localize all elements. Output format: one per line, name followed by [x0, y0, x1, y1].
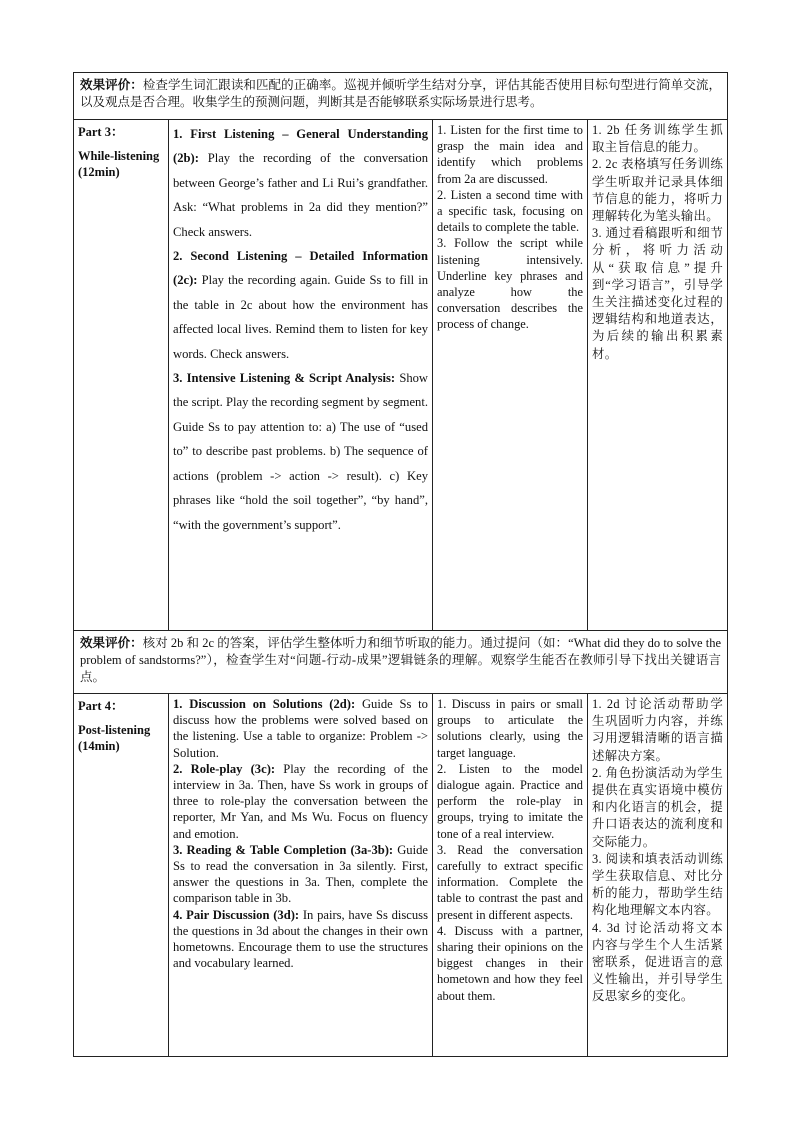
student-step: 2. Listen a second time with a specific task, focusing on details to complete the table. — [437, 187, 583, 235]
design-purpose-cell — [588, 694, 728, 1057]
evaluation-row-2 — [74, 631, 728, 694]
part4-row — [74, 694, 728, 1057]
student-step: 2. Listen to the model dialogue again. Practice and perform the role-play in groups, trying to imitate the tone of a real interview. — [437, 761, 583, 841]
design-purpose-cell — [588, 120, 728, 631]
teacher-step: 3. Reading & Table Completion (3a-3b): Guide Ss to read the conversation in 3a silently. First, answer the questions in 3a. Then, complete the comparison table in 3b. — [173, 842, 428, 906]
teacher-step: 2. Second Listening – Detailed Information (2c): Play the recording again. Guide Ss to fill in the table in 2c about how the environment has affected local lives. Remind them to listen for key words. Check answers. — [173, 249, 428, 361]
student-step: 4. Discuss with a partner, sharing their opinions on the biggest changes in their hometown and how they feel about them. — [437, 923, 583, 1003]
teacher-step: 4. Pair Discussion (3d): In pairs, have Ss discuss the questions in 3d about the changes in their own hometowns. Encourage them to use the structures and vocabulary learned. — [173, 907, 428, 971]
stage-label: Post-listening (14min) — [78, 723, 151, 753]
evaluation-label: 效果评价： — [80, 636, 143, 650]
part-label-cell — [74, 120, 169, 631]
student-activities-cell — [433, 694, 588, 1057]
purpose-step: 2. 角色扮演活动为学生提供在真实语境中模仿和内化语言的机会，提升口语表达的流利度和交际能力。 — [592, 765, 724, 849]
evaluation-cell — [74, 73, 728, 120]
evaluation-text: 检查学生词汇跟读和匹配的正确率。巡视并倾听学生结对分享，评估其能否使用目标句型进行简单交流，以及观点是否合理。收集学生的预测问题，判断其是否能够联系实际场景进行思考。 — [80, 78, 722, 109]
part-heading: Part 3： — [78, 125, 124, 139]
student-activities-cell — [433, 120, 588, 631]
student-step: 3. Follow the script while listening intensively. Underline key phrases and analyze how the conversation describes the process of change. — [437, 236, 583, 332]
student-step: 1. Discuss in pairs or small groups to articulate the solutions clearly, using the target language. — [437, 697, 583, 760]
teacher-step: 1. Discussion on Solutions (2d): Guide Ss to discuss how the problems were solved based on the listening. Use a table to organize: Problem -> Solution. — [173, 697, 428, 760]
purpose-step: 1. 2d 讨论活动帮助学生巩固听力内容，并练习用逻辑清晰的语言描述解决方案。 — [592, 697, 724, 763]
teacher-step: 3. Intensive Listening & Script Analysis: Show the script. Play the recording segment by segment. Guide Ss to pay attention to: a) The use of “used to” to describe past problems. b) The sequence of actions (problem -> action -> result). c) Key phrases like “hold the soil together”, “by hand”, “with the government’s support”. — [173, 371, 429, 532]
teacher-activities-cell — [169, 120, 433, 631]
evaluation-row-1 — [74, 73, 728, 120]
evaluation-cell — [74, 631, 728, 694]
teacher-step: 1. First Listening – General Understanding (2b): Play the recording of the conversation between George’s father and Li Rui’s grandfather. Ask: “What problems in 2a did they mention?” Check answers. — [173, 127, 428, 239]
evaluation-text: 核对 2b 和 2c 的答案，评估学生整体听力和细节听取的能力。通过提问（如：“What did they do to solve the problem of sandstorms?”），检查学生对“问题-行动-成果”逻辑链条的理解。观察学生能否在教师引导下找出关键语言点。 — [80, 636, 722, 684]
stage-label: While-listening (12min) — [78, 149, 160, 179]
purpose-step: 1. 2b 任务训练学生抓取主旨信息的能力。 — [592, 123, 724, 155]
lesson-plan-page — [73, 72, 727, 1057]
teacher-activities-cell — [169, 694, 433, 1057]
lesson-plan-table — [73, 72, 728, 1057]
part-heading: Part 4： — [78, 699, 124, 713]
student-step: 1. Listen for the first time to grasp the main idea and identify which problems from 2a are discussed. — [437, 123, 583, 186]
teacher-step: 2. Role-play (3c): Play the recording of the interview in 3a. Then, have Ss work in groups of three to role-play the conversation between the reporter, Mr Yan, and Ms Wu. Focus on fluency and emotion. — [173, 761, 428, 841]
purpose-step: 2. 2c 表格填写任务训练学生听取并记录具体细节信息的能力，将听力理解转化为笔头输出。 — [592, 157, 724, 224]
part3-row — [74, 120, 728, 631]
purpose-step: 4. 3d 讨论活动将文本内容与学生个人生活紧密联系，促进语言的意义性输出，并引导学生反思家乡的变化。 — [592, 920, 724, 1004]
evaluation-label: 效果评价： — [80, 78, 143, 92]
part-label-cell — [74, 694, 169, 1057]
student-step: 3. Read the conversation carefully to extract specific information. Complete the table to contrast the past and present in different aspects. — [437, 842, 583, 922]
purpose-step: 3. 通过看稿跟听和细节分析，将听力活动从“获取信息”提升到“学习语言”，引导学生关注描述变化过程的逻辑结构和地道表达，为后续的输出积累素材。 — [592, 226, 724, 361]
purpose-step: 3. 阅读和填表活动训练学生获取信息、对比分析的能力，帮助学生结构化地理解文本内容。 — [592, 851, 724, 918]
